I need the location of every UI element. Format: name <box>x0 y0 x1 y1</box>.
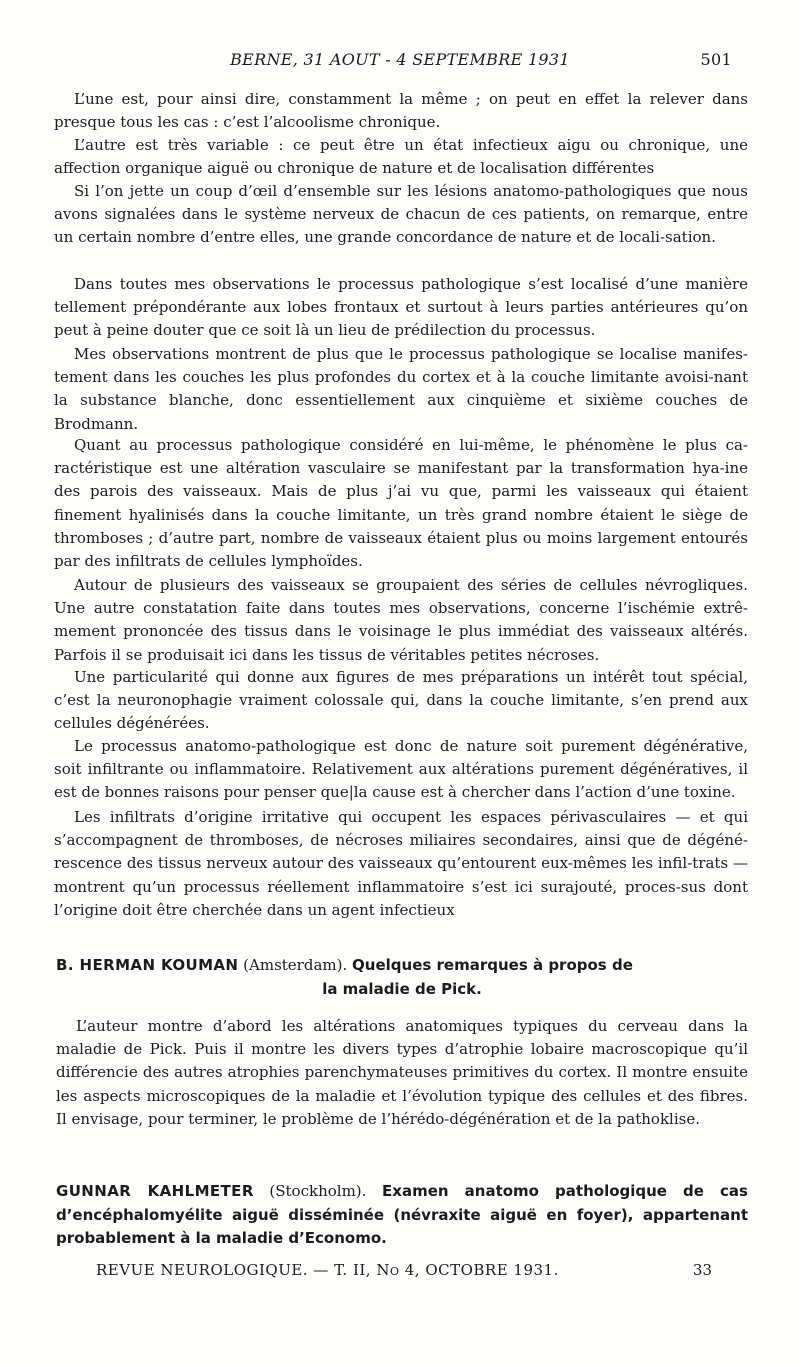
signature-mark: 33 <box>692 1261 712 1279</box>
paragraph: Autour de plusieurs des vaisseaux se groupaient des séries de cellules névrogliques. Une autre constatation faite dans toutes mes observations, concerne l’ischémie extrê-mement prononcée des tissus dans le voisinage le plus immédiat des vaisseaux altérés. Parfois il se produisait ici dans les tissus de véritables petites nécroses. <box>54 576 748 664</box>
paragraph: L’une est, pour ainsi dire, constamment la même ; on peut en effet la relever dans presque tous les cas : c’est l’alcoolisme chronique. <box>54 90 748 132</box>
page-number: 501 <box>700 50 732 69</box>
running-head <box>0 50 800 74</box>
paragraph: Quant au processus pathologique considéré en lui-même, le phénomène le plus ca-ractéristique est une altération vasculaire se manifestant par la transformation hya-ine des parois des vaisseaux. Mais de plus j’ai vu que, parmi les vaisseaux qui étaient finement hyalinisés dans la couche limitante, un très grand nombre étaient le siège de thromboses ; d’autre part, nombre de vaisseaux étaient plus ou moins largement entourés par des infiltrats de cellules lymphoïdes. <box>54 436 748 571</box>
paragraph: Les infiltrats d’origine irritative qui occupent les espaces périvasculaires — et qui s’accompagnent de thromboses, de nécroses miliaires secondaires, ainsi que de dégéné-rescence des tissus nerveux autour des vaisseaux qu’entourent eux-mêmes les infil-trats — montrent qu’un processus réellement inflammatoire s’est ici surajouté, proces-sus dont l’origine doit être cherchée dans un agent infectieux <box>54 808 748 919</box>
paragraph: Une particularité qui donne aux figures de mes préparations un intérêt tout spécial, c’est la neuronophagie vraiment colossale qui, dans la couche limitante, s’en prend aux cellules dégénérées. <box>54 668 748 733</box>
author-name: GUNNAR KAHLMETER <box>56 1182 254 1200</box>
paragraph: Dans toutes mes observations le processus pathologique s’est localisé d’une manière tellement prépondérante aux lobes frontaux et surtout à leurs parties antérieures qu’on peut à peine douter que ce soit là un lieu de prédilection du processus. <box>54 275 748 340</box>
author-place: (Amsterdam). <box>243 956 348 974</box>
article-kahlmeter <box>56 1180 748 1251</box>
journal-citation: REVUE NEUROLOGIQUE. — T. II, No 4, OCTOBRE 1931. <box>96 1261 559 1279</box>
paragraph: Mes observations montrent de plus que le processus pathologique se localise manifes-tement dans les couches les plus profondes du cortex et à la couche limitante avoisi-nant la substance blanche, donc essentiellement aux cinquième et sixième couches de Brodmann. <box>54 345 748 433</box>
page-footer <box>0 1261 800 1283</box>
article-kouman <box>56 954 748 1131</box>
article-heading <box>56 954 748 1001</box>
author-place: (Stockholm). <box>269 1182 367 1200</box>
paragraph: Si l’on jette un coup d’œil d’ensemble sur les lésions anatomo-pathologiques que nous avons signalées dans le système nerveux de chacun de ces patients, on remarque, entre un certain nombre d’entre elles, une grande concordance de nature et de locali-sation. <box>54 182 748 247</box>
running-head-title: BERNE, 31 AOUT - 4 SEPTEMBRE 1931 <box>230 50 570 69</box>
author-name: B. HERMAN KOUMAN <box>56 956 239 974</box>
article-title-continued: la maladie de Pick. <box>322 979 482 998</box>
article-title: Quelques remarques à propos de <box>352 956 633 974</box>
article-title: Examen anatomo pathologique de cas d’encéphalomyélite aiguë disséminée (névraxite aiguë en foyer), appartenant probablement à la maladie d’Economo. <box>56 1182 748 1247</box>
article-summary: L’auteur montre d’abord les altérations anatomiques typiques du cerveau dans la maladie de Pick. Puis il montre les divers types d’atrophie lobaire macroscopique qu’il différencie des autres atrophies parenchymateuses primitives du cortex. Il montre ensuite les aspects microscopiques de la maladie et l’évolution typique des cellules et des fibres. Il envisage, pour terminer, le problème de l’hérédo-dégénération et de la pathoklise. <box>56 1017 748 1128</box>
paragraph: Le processus anatomo-pathologique est donc de nature soit purement dégénérative, soit infiltrante ou inflammatoire. Relativement aux altérations purement dégénératives, il est de bonnes raisons pour penser que|la cause est à chercher dans l’action d’une toxine. <box>54 737 748 802</box>
paragraph: L’autre est très variable : ce peut être un état infectieux aigu ou chronique, une affection organique aiguë ou chronique de nature et de localisation différentes <box>54 136 748 178</box>
